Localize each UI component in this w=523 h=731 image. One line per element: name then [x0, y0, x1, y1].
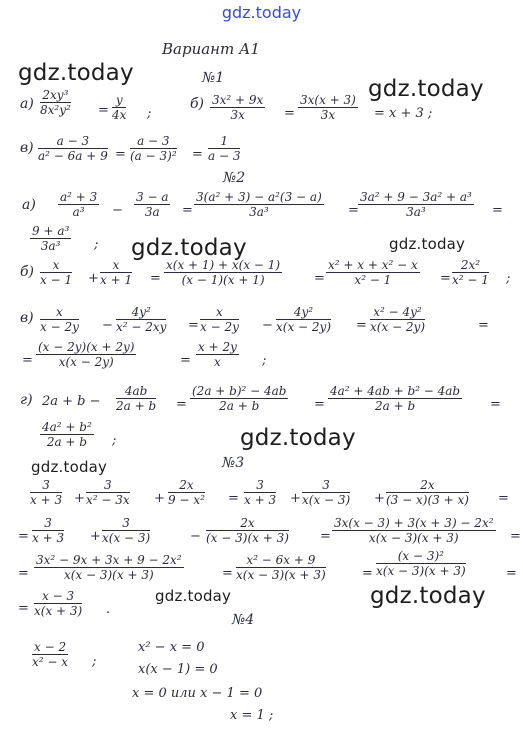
- fraction: [452, 258, 489, 287]
- watermark: gdz.today: [155, 587, 232, 605]
- numerator: 3x(x + 3): [300, 93, 356, 107]
- problem-2-title: №2: [223, 170, 246, 186]
- equals-sign: =: [490, 397, 501, 412]
- numerator: 3 − a: [136, 190, 169, 204]
- equation-line: x² − x = 0: [138, 640, 205, 655]
- separator: ;: [147, 106, 152, 121]
- numerator: a − 3: [38, 134, 108, 149]
- fraction: [102, 516, 150, 545]
- fraction: [194, 190, 324, 219]
- numerator: 3: [102, 516, 150, 531]
- denominator: x − 2y: [40, 320, 79, 334]
- equals-sign: =: [228, 491, 239, 506]
- numerator: (x − 3)²: [376, 549, 466, 564]
- numerator: a − 3: [130, 134, 177, 149]
- numerator: y: [112, 93, 126, 108]
- numerator: x² + x + x² − x: [328, 258, 418, 272]
- fraction: [40, 258, 72, 287]
- fraction: [116, 384, 156, 413]
- minus-sign: −: [190, 529, 201, 544]
- denominator: a³: [72, 205, 85, 219]
- denominator: 9 − x²: [168, 493, 205, 507]
- equals-sign: =: [18, 566, 29, 581]
- item-label: г): [20, 392, 33, 408]
- equals-sign: =: [284, 106, 295, 121]
- equals-sign: =: [440, 271, 451, 286]
- numerator: 2x: [206, 516, 289, 531]
- minus-sign: −: [112, 203, 123, 218]
- minus-sign: −: [262, 318, 273, 333]
- denominator: 2a + b: [374, 399, 416, 413]
- denominator: 2a + b: [116, 399, 157, 413]
- fraction: [34, 589, 82, 618]
- numerator: 9 + a³: [32, 224, 70, 238]
- denominator: x(x − 2y): [276, 320, 331, 334]
- denominator: x² − 1: [452, 273, 489, 287]
- item-label: а): [20, 96, 34, 112]
- equals-sign: =: [510, 529, 521, 544]
- numerator: x: [100, 258, 132, 273]
- denominator: 3x: [320, 108, 336, 122]
- denominator: x(x − 3)(x + 3): [236, 568, 326, 582]
- numerator: 2x²: [452, 258, 489, 273]
- equation-line: x = 1 ;: [230, 708, 274, 723]
- denominator: x(x − 3)(x + 3): [368, 531, 459, 545]
- fraction: [116, 305, 166, 334]
- fraction: [32, 640, 68, 669]
- item-label: б): [190, 96, 205, 112]
- fraction: [30, 224, 71, 253]
- numerator: a² + 3: [60, 190, 98, 204]
- numerator: x² − 6x + 9: [236, 553, 326, 568]
- equals-sign: =: [98, 103, 109, 118]
- separator: ;: [94, 237, 99, 252]
- equals-sign: =: [150, 271, 161, 286]
- denominator: (a − 3)²: [130, 149, 177, 163]
- plus-sign: +: [154, 491, 165, 506]
- numerator: (x − 2y)(x + 2y): [38, 340, 135, 354]
- denominator: 3a³: [249, 205, 269, 219]
- denominator: (x − 1)(x + 1): [181, 273, 265, 287]
- numerator: 3x² − 9x + 3x + 9 − 2x²: [36, 553, 182, 567]
- numerator: 3: [244, 478, 276, 493]
- denominator: a² − 6a + 9: [38, 149, 108, 163]
- fraction: [196, 340, 239, 369]
- fraction: [370, 305, 425, 334]
- fraction: [236, 553, 326, 582]
- fraction: [298, 93, 358, 122]
- watermark: gdz.today: [131, 235, 247, 261]
- numerator: 4y²: [116, 305, 166, 320]
- fraction: [100, 258, 132, 287]
- equals-sign: =: [478, 318, 489, 333]
- denominator: x: [214, 355, 221, 369]
- fraction: [40, 420, 94, 449]
- watermark: gdz.today: [31, 458, 108, 476]
- denominator: 3x: [230, 108, 245, 122]
- equals-sign: =: [314, 271, 325, 286]
- plus-sign: +: [88, 271, 99, 286]
- numerator: 3: [32, 516, 64, 531]
- numerator: 2x: [386, 478, 469, 493]
- numerator: (2a + b)² − 4ab: [192, 384, 287, 398]
- numerator: 3: [30, 478, 62, 493]
- numerator: x − 3: [34, 589, 82, 604]
- denominator: x + 1: [100, 273, 133, 287]
- problem-4-title: №4: [232, 612, 255, 628]
- denominator: a − 3: [208, 149, 241, 163]
- site-link[interactable]: gdz.today: [221, 3, 302, 22]
- fraction: [34, 553, 184, 582]
- denominator: x(x − 3)(x + 3): [63, 568, 154, 582]
- denominator: x(x − 2y): [58, 355, 114, 369]
- fraction: [32, 516, 64, 545]
- denominator: x² − 3x: [86, 493, 130, 507]
- numerator: x(x + 1) + x(x − 1): [166, 258, 281, 272]
- equation-line: x(x − 1) = 0: [138, 662, 218, 677]
- equals-sign: =: [506, 566, 517, 581]
- fraction: [30, 478, 62, 507]
- result: = x + 3 ;: [374, 106, 433, 121]
- fraction: [206, 516, 289, 545]
- denominator: 3a³: [40, 239, 61, 253]
- denominator: 3a: [144, 205, 160, 219]
- equals-sign: =: [188, 318, 199, 333]
- numerator: 2xy³: [40, 88, 71, 103]
- equals-sign: =: [192, 147, 203, 162]
- plus-sign: +: [90, 529, 101, 544]
- denominator: x² − 1: [354, 273, 392, 287]
- fraction: [58, 190, 99, 219]
- denominator: 3a³: [406, 205, 426, 219]
- numerator: 3: [86, 478, 130, 493]
- item-label: в): [20, 310, 34, 326]
- equals-sign: =: [18, 529, 29, 544]
- equals-sign: =: [182, 203, 193, 218]
- fraction: [86, 478, 130, 507]
- numerator: 2x: [168, 478, 205, 493]
- fraction: [332, 516, 496, 545]
- denominator: 2a + b: [46, 435, 87, 449]
- watermark: gdz.today: [240, 425, 356, 451]
- numerator: 3: [302, 478, 350, 493]
- fraction: [38, 134, 108, 163]
- item-label: а): [22, 197, 36, 213]
- plus-sign: +: [74, 491, 85, 506]
- fraction: [208, 134, 240, 163]
- fraction: [376, 549, 466, 578]
- equals-sign: =: [115, 147, 126, 162]
- equals-sign: =: [222, 566, 233, 581]
- equals-sign: =: [362, 566, 373, 581]
- equals-sign: =: [320, 529, 331, 544]
- fraction: [40, 305, 79, 334]
- fraction: [328, 384, 462, 413]
- denominator: x(x − 3): [102, 531, 151, 545]
- denominator: 8x²y²: [40, 103, 71, 117]
- denominator: x² − 2xy: [116, 320, 167, 334]
- fraction: [112, 93, 126, 122]
- watermark: gdz.today: [18, 60, 134, 86]
- numerator: 4ab: [116, 384, 156, 399]
- watermark: gdz.today: [368, 76, 484, 102]
- equals-sign: =: [492, 203, 503, 218]
- fraction: [164, 258, 282, 287]
- numerator: x + 2y: [198, 340, 237, 354]
- denominator: (3 − x)(3 + x): [386, 493, 469, 507]
- fraction: [386, 478, 469, 507]
- numerator: 4y²: [276, 305, 331, 320]
- numerator: x − 2: [34, 640, 67, 654]
- equals-sign: =: [18, 601, 29, 616]
- equals-sign: =: [176, 397, 187, 412]
- numerator: x: [40, 258, 72, 273]
- numerator: 4a² + b²: [42, 420, 92, 434]
- item-label: б): [20, 264, 35, 280]
- fraction: [276, 305, 331, 334]
- fraction: [36, 340, 136, 369]
- fraction: [326, 258, 420, 287]
- variant-title: Вариант А1: [162, 40, 260, 58]
- denominator: 2a + b: [219, 399, 260, 413]
- equals-sign: =: [356, 318, 367, 333]
- fraction: [200, 305, 239, 334]
- denominator: x + 3: [244, 493, 277, 507]
- numerator: x: [40, 305, 79, 320]
- fraction: [358, 190, 474, 219]
- numerator: 1: [208, 134, 240, 149]
- equals-sign: =: [180, 353, 191, 368]
- denominator: x(x − 3)(x + 3): [376, 564, 466, 578]
- numerator: 3x(x − 3) + 3(x + 3) − 2x²: [334, 516, 494, 530]
- denominator: (x − 3)(x + 3): [206, 531, 289, 545]
- problem-1-title: №1: [202, 70, 225, 86]
- denominator: x² − x: [32, 655, 69, 669]
- problem-3-title: №3: [222, 455, 245, 471]
- denominator: x(x − 3): [302, 493, 351, 507]
- fraction: [302, 478, 350, 507]
- numerator: 3(a² + 3) − a²(3 − a): [196, 190, 322, 204]
- equals-sign: =: [348, 203, 359, 218]
- plus-sign: +: [290, 491, 301, 506]
- numerator: x: [200, 305, 239, 320]
- denominator: x(x + 3): [34, 604, 83, 618]
- fraction: [130, 134, 177, 163]
- expression: 2a + b −: [42, 394, 101, 409]
- numerator: x² − 4y²: [370, 305, 425, 320]
- separator: .: [106, 602, 111, 617]
- denominator: x + 3: [32, 531, 65, 545]
- separator: ;: [262, 353, 267, 368]
- denominator: x + 3: [30, 493, 63, 507]
- fraction: [210, 93, 265, 122]
- item-label: в): [20, 140, 34, 156]
- equals-sign: =: [498, 491, 509, 506]
- separator: ;: [92, 654, 97, 669]
- numerator: 4a² + 4ab + b² − 4ab: [330, 384, 461, 398]
- denominator: 4x: [112, 108, 127, 122]
- equals-sign: =: [22, 353, 33, 368]
- plus-sign: +: [374, 491, 385, 506]
- equals-sign: =: [314, 397, 325, 412]
- equation-line: x = 0 или x − 1 = 0: [132, 686, 263, 701]
- fraction: [134, 190, 170, 219]
- separator: ;: [506, 271, 511, 286]
- watermark: gdz.today: [389, 235, 466, 253]
- separator: ;: [112, 433, 117, 448]
- fraction: [40, 88, 71, 117]
- minus-sign: −: [102, 318, 113, 333]
- fraction: [244, 478, 276, 507]
- numerator: 3a² + 9 − 3a² + a³: [360, 190, 472, 204]
- watermark: gdz.today: [370, 583, 486, 609]
- denominator: x − 2y: [200, 320, 239, 334]
- denominator: x − 1: [40, 273, 73, 287]
- fraction: [168, 478, 205, 507]
- numerator: 3x² + 9x: [212, 93, 264, 107]
- denominator: x(x − 2y): [370, 320, 425, 334]
- fraction: [190, 384, 288, 413]
